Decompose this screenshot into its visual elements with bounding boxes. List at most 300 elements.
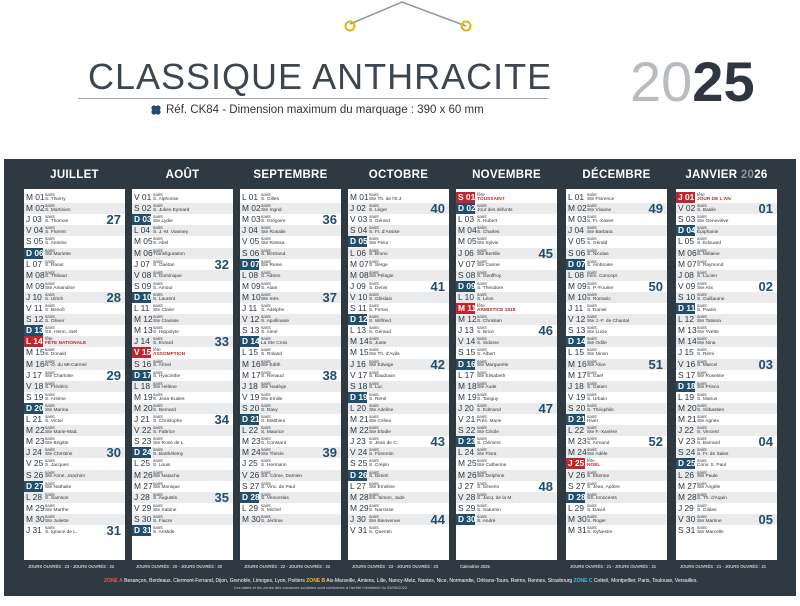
saint-name: S. Amour — [153, 285, 173, 291]
day-kind: saint — [153, 525, 163, 530]
saint-name: Ste Roseline — [697, 374, 725, 380]
saint-name: Ste Lucie — [587, 329, 608, 335]
day-kind: saint — [369, 469, 379, 475]
month-name — [566, 169, 667, 181]
day-label: M 03 — [242, 214, 261, 225]
day-kind: saint — [261, 258, 271, 264]
saint-name: S. Gildas — [697, 507, 717, 513]
month-name — [132, 169, 233, 181]
day-kind: saint — [45, 525, 55, 530]
saint-name: Ste Natacha — [153, 474, 180, 480]
week-number: 37 — [322, 289, 337, 305]
day-kind: saint — [45, 214, 55, 220]
day-row — [348, 248, 449, 259]
day-kind: saint — [261, 436, 271, 442]
saint-name: S. Basile — [697, 207, 716, 213]
working-days-footer: JOURS OUVRÉS : 23 - JOURS OUVRÉS : 22 — [28, 564, 115, 569]
week-number: 50 — [648, 278, 663, 294]
day-kind: saint — [45, 414, 55, 419]
day-kind: saint — [369, 447, 379, 453]
day-kind: saint — [697, 469, 707, 475]
day-row — [456, 436, 557, 447]
week-number: 40 — [430, 201, 445, 217]
day-kind: saint — [45, 369, 55, 375]
saint-name: Jour des défunts — [477, 207, 513, 213]
saint-name: Ste Nina — [697, 341, 716, 347]
saint-name: ASSOMPTION — [153, 352, 186, 358]
day-row — [456, 270, 557, 281]
day-kind: saint — [369, 369, 379, 375]
day-kind: saint — [153, 469, 163, 475]
day-label: M 16 — [26, 358, 45, 369]
day-kind: saint — [45, 402, 55, 408]
day-kind: saint — [45, 236, 55, 242]
day-row — [566, 458, 667, 469]
saint-name: S. Edouard — [697, 241, 722, 247]
day-row — [132, 214, 233, 225]
day-label: M 18 — [458, 380, 477, 391]
day-kind: saint — [261, 358, 271, 364]
day-row — [240, 392, 341, 403]
day-label: M 23 — [568, 436, 587, 447]
day-kind: saint — [153, 402, 163, 408]
day-label: D 14 — [242, 336, 260, 347]
day-kind: saint — [45, 203, 55, 209]
saint-name: Ste Rosalie — [261, 230, 286, 236]
day-kind: fête — [153, 347, 161, 353]
day-row — [24, 481, 125, 492]
day-label: J 13 — [458, 325, 474, 336]
day-kind: saint — [697, 414, 707, 419]
day-kind: saint — [477, 258, 487, 264]
day-label: D 16 — [458, 358, 476, 369]
calendar-panel — [4, 159, 796, 596]
day-label: M 16 — [242, 358, 261, 369]
day-kind: saint — [45, 280, 55, 286]
day-row — [24, 425, 125, 436]
saint-name: Ste Anne, Joachim — [45, 474, 85, 480]
day-label: M 25 — [458, 458, 477, 469]
week-number: 34 — [214, 412, 229, 427]
day-kind: saint — [369, 414, 379, 419]
saint-name: S. Thierry — [45, 196, 66, 202]
day-kind: saint — [369, 203, 379, 209]
day-kind: saint — [587, 525, 597, 530]
day-label: M 15 — [350, 347, 369, 358]
day-label: V 09 — [678, 280, 696, 291]
saint-name: Ste Delphine — [477, 474, 505, 480]
saint-name: S. René — [369, 396, 387, 402]
day-row — [676, 236, 777, 247]
day-row — [456, 225, 557, 236]
day-kind: saint — [369, 303, 379, 308]
saint-name: S. Paulin — [697, 307, 717, 313]
day-kind: saint — [477, 291, 487, 297]
day-label: M 27 — [678, 480, 697, 491]
day-kind: saint — [45, 258, 55, 264]
day-label: M 17 — [568, 369, 587, 380]
day-label: M 01 — [26, 192, 45, 202]
working-days-footer: Calendrier 2025 — [460, 564, 490, 569]
day-label: L 20 — [350, 402, 366, 413]
day-kind: saint — [369, 391, 379, 397]
saint-name: Ste Aude — [477, 385, 497, 391]
saint-name: Ste J.-F. de Chantal — [587, 318, 630, 324]
day-kind: saint — [697, 436, 707, 442]
day-label: V 19 — [568, 391, 586, 402]
saint-name: Ste Th. d'Avila — [369, 352, 400, 358]
day-kind: fête — [45, 336, 53, 342]
day-kind: saint — [697, 480, 707, 486]
day-row — [132, 359, 233, 370]
day-label: M 02 — [568, 203, 587, 214]
day-kind: saint — [477, 347, 487, 353]
month-card — [566, 189, 667, 560]
saint-name: S. Gaël — [587, 374, 603, 380]
day-label: S 01 — [458, 192, 476, 202]
saint-name: Ste Paule — [697, 474, 718, 480]
day-label: V 12 — [242, 314, 260, 325]
day-label: M 26 — [458, 469, 477, 480]
saint-name: S. Hyacinthe — [153, 374, 181, 380]
day-row — [24, 270, 125, 281]
day-label: M 19 — [458, 391, 477, 402]
saint-name: S. Fr. d'Assise — [369, 230, 400, 236]
day-label: V 02 — [678, 203, 696, 214]
day-kind: saint — [45, 192, 55, 197]
day-label: L 29 — [242, 502, 258, 513]
saint-name: S. Jacques — [45, 463, 69, 469]
day-label: L 29 — [568, 502, 584, 513]
day-kind: saint — [697, 269, 707, 275]
saint-name: S. Bruno — [369, 252, 388, 258]
day-kind: saint — [153, 369, 163, 375]
day-label: V 07 — [458, 258, 476, 269]
day-row — [132, 470, 233, 481]
day-label: V 08 — [134, 269, 152, 280]
zone-b-cities: Aix-Marseille, Amiens, Lille, Nancy-Metz, Nantes, Nice, Normandie, Orléans-Tours, Reims, Rennes, Strasbourg — [326, 578, 573, 584]
saint-name: S. Hippolyte — [153, 329, 179, 335]
day-row — [566, 248, 667, 259]
day-row — [348, 458, 449, 469]
day-label: M 08 — [350, 269, 369, 280]
month-label: SEPTEMBRE — [253, 169, 328, 181]
saint-name: Ste Agnès — [697, 418, 719, 424]
day-row — [566, 236, 667, 247]
day-label: V 01 — [134, 192, 152, 202]
day-kind: saint — [261, 458, 271, 464]
day-label: J 29 — [678, 502, 694, 513]
saint-name: S. Etienne — [587, 474, 610, 480]
day-kind: saint — [261, 247, 271, 253]
saint-name: S. Apollinaire — [261, 318, 289, 324]
week-number: 38 — [322, 367, 337, 383]
day-label: S 23 — [134, 436, 152, 447]
day-row — [24, 503, 125, 514]
day-kind: saint — [369, 525, 379, 530]
saint-name: S. Denis — [369, 285, 388, 291]
saint-name: S. Victor — [45, 418, 64, 424]
day-kind: saint — [587, 247, 597, 253]
day-kind: saint — [153, 192, 163, 197]
day-label: S 06 — [568, 247, 586, 258]
day-kind: saint — [45, 436, 55, 442]
day-row — [456, 281, 557, 292]
day-label: V 23 — [678, 436, 696, 447]
day-kind: saint — [477, 436, 487, 442]
day-label: J 02 — [350, 203, 366, 214]
day-label: V 14 — [458, 336, 476, 347]
saint-name: S. Grégoire — [261, 218, 286, 224]
saint-name: S. Constant — [261, 440, 287, 446]
saint-name: S. Jean de C. — [369, 440, 399, 446]
reference-text: Réf. CK84 - Dimension maximum du marquage : 390 x 60 mm — [166, 104, 484, 116]
day-label: M 29 — [26, 502, 45, 513]
saint-name: S. Théodore — [477, 285, 504, 291]
day-kind: saint — [477, 402, 487, 408]
day-label: M 15 — [26, 347, 45, 358]
day-label: S 29 — [458, 502, 476, 513]
saint-name: Ste Inès — [261, 296, 279, 302]
saint-name: SS. Simon, Jude — [369, 496, 405, 502]
saint-name: S. Geoffroy — [477, 274, 502, 280]
day-row — [676, 325, 777, 336]
day-label: J 11 — [242, 303, 258, 313]
saint-name: Ste Th. de l'E.J. — [369, 196, 403, 202]
day-kind: saint — [45, 347, 55, 353]
day-row — [240, 347, 341, 358]
day-label: S 27 — [242, 480, 260, 491]
week-number: 45 — [538, 245, 553, 261]
saint-name: S. Evrard — [153, 341, 173, 347]
saint-name: S. Olivier — [45, 318, 65, 324]
day-kind: saint — [261, 425, 271, 431]
day-row — [348, 470, 449, 481]
day-label: M 11 — [458, 303, 477, 313]
day-kind: saint — [261, 303, 271, 308]
day-label: S 24 — [678, 447, 696, 458]
day-label: S 15 — [458, 347, 476, 358]
day-kind: saint — [587, 236, 597, 242]
saint-name: S. Maurice — [261, 429, 284, 435]
day-label: D 26 — [350, 469, 368, 480]
day-label: M 14 — [678, 336, 697, 347]
day-kind: saint — [369, 480, 379, 486]
day-label: V 24 — [350, 447, 368, 458]
day-row — [132, 281, 233, 292]
day-row — [566, 392, 667, 403]
day-kind: saint — [697, 336, 707, 342]
day-kind: saint — [697, 314, 707, 320]
day-label: J 25 — [568, 458, 585, 469]
day-kind: saint — [261, 336, 271, 342]
day-label: S 09 — [134, 280, 152, 291]
day-label: M 12 — [458, 314, 477, 325]
day-label: V 10 — [350, 291, 368, 302]
day-label: D 23 — [458, 436, 476, 447]
saint-name: S. Urbain — [587, 396, 607, 402]
day-row — [132, 314, 233, 325]
month-card — [24, 189, 125, 560]
day-kind: saint — [153, 258, 163, 264]
day-row — [348, 336, 449, 347]
saint-name: Ste Claire — [153, 307, 175, 313]
saint-name: S. Marcel — [697, 363, 718, 369]
day-kind: saint — [153, 502, 163, 508]
day-label: M 27 — [134, 480, 153, 491]
day-row — [348, 492, 449, 503]
day-label: M 10 — [568, 291, 587, 302]
day-kind: saint — [45, 513, 55, 519]
day-kind: saint — [45, 502, 55, 508]
saint-name: Ste Flora — [477, 452, 497, 458]
day-row — [348, 314, 449, 325]
saint-name: Ste Hélène — [153, 385, 177, 391]
day-kind: saint — [477, 336, 487, 342]
saint-name: S. Ulrich — [45, 296, 64, 302]
saint-name: Ste Alix — [697, 285, 713, 291]
day-label: M 07 — [678, 258, 697, 269]
day-row — [348, 381, 449, 392]
day-kind: saint — [153, 325, 163, 331]
saint-name: Ste Viviane — [587, 207, 612, 213]
day-kind: saint — [153, 236, 163, 242]
day-label: J 20 — [458, 402, 474, 413]
saint-name: S. Armel — [153, 363, 172, 369]
saint-name: S. Gérald — [587, 241, 608, 247]
saint-name: Ste Elodie — [369, 429, 391, 435]
day-kind: saint — [261, 414, 271, 419]
day-kind: saint — [477, 369, 487, 375]
day-row — [456, 292, 557, 303]
day-label: D 04 — [678, 225, 696, 236]
day-row — [566, 492, 667, 503]
saint-name: S. Frédéric — [45, 385, 69, 391]
week-number: 03 — [758, 356, 773, 372]
day-label: J 01 — [678, 192, 695, 202]
day-label: S 20 — [242, 402, 260, 413]
day-label: J 25 — [242, 458, 258, 469]
day-label: J 21 — [134, 414, 150, 424]
saint-name: Ste Marina — [45, 407, 69, 413]
saint-name: Ste Tatiana — [697, 318, 721, 324]
day-kind: saint — [261, 347, 271, 353]
saint-name: Ste Prisca — [697, 385, 719, 391]
day-row — [676, 458, 777, 469]
saint-name: S. Jean-Eudes — [153, 396, 185, 402]
saint-name: TOUSSAINT — [477, 196, 505, 202]
day-row — [676, 303, 777, 314]
day-kind: saint — [697, 380, 707, 386]
day-row — [240, 248, 341, 259]
day-label: L 25 — [134, 458, 150, 469]
day-row — [240, 414, 341, 425]
saint-name: S. Donald — [45, 352, 67, 358]
saint-name: Ste Ingrid — [261, 207, 282, 213]
day-label: M 21 — [350, 414, 369, 424]
day-label: M 22 — [350, 425, 369, 436]
day-row — [566, 303, 667, 314]
day-label: L 01 — [242, 192, 258, 202]
day-label: M 30 — [26, 513, 45, 524]
day-kind: saint — [261, 513, 271, 519]
saint-name: S. Narcisse — [369, 507, 394, 513]
day-label: J 04 — [568, 225, 584, 236]
saint-name: Ste Monique — [153, 485, 180, 491]
day-kind: saint — [45, 480, 55, 486]
day-kind: saint — [369, 280, 379, 286]
day-row — [240, 503, 341, 514]
saint-name: S. Serge — [369, 263, 388, 269]
week-number: 51 — [648, 356, 663, 372]
day-row — [348, 403, 449, 414]
day-row — [566, 336, 667, 347]
day-label: J 10 — [26, 291, 42, 302]
day-kind: saint — [697, 369, 707, 375]
day-label: J 04 — [242, 225, 258, 236]
saint-name: S. Rémi — [697, 352, 715, 358]
day-label: D 27 — [26, 480, 44, 491]
day-kind: saint — [477, 414, 487, 419]
day-kind: saint — [587, 425, 597, 431]
saint-name: Hiver — [587, 418, 599, 424]
day-kind: saint — [697, 291, 707, 297]
day-label: M 23 — [26, 436, 45, 447]
day-label: M 09 — [568, 280, 587, 291]
day-kind: saint — [45, 291, 55, 297]
day-label: D 21 — [568, 414, 586, 424]
saint-name: Ste Marguerite — [477, 363, 509, 369]
day-label: D 10 — [134, 291, 152, 302]
working-days-footer: JOURS OUVRÉS : 21 - JOURS OUVRÉS : 21 — [570, 564, 657, 569]
saint-name: Ste Amandine — [45, 285, 75, 291]
week-number: 31 — [106, 523, 121, 538]
month-label: AOÛT — [165, 169, 200, 181]
day-kind: saint — [587, 214, 597, 220]
day-kind: fête — [477, 192, 485, 197]
day-kind: saint — [153, 425, 163, 431]
day-label: V 05 — [568, 236, 586, 247]
day-kind: saint — [369, 491, 379, 497]
day-kind: saint — [587, 358, 597, 364]
day-kind: saint — [153, 269, 163, 275]
day-row — [676, 314, 777, 325]
day-kind: saint — [477, 203, 487, 209]
saint-name: SS. Henri, Joël — [45, 329, 77, 335]
day-kind: saint — [369, 214, 379, 220]
day-label: D 20 — [26, 402, 44, 413]
day-kind: saint — [697, 214, 707, 220]
day-kind: saint — [261, 402, 271, 408]
day-row — [132, 447, 233, 458]
day-label: J 18 — [568, 380, 584, 391]
day-label: D 13 — [26, 325, 44, 336]
day-label: J 15 — [678, 347, 694, 358]
day-kind: saint — [587, 336, 597, 342]
month-card — [348, 189, 449, 560]
day-label: M 24 — [242, 447, 261, 458]
saint-name: S. Fabrice — [153, 429, 175, 435]
week-number: 29 — [106, 367, 121, 383]
saint-name: S. Th. d'Aquin — [697, 496, 727, 502]
day-label: M 05 — [458, 236, 477, 247]
day-kind: saint — [477, 447, 487, 453]
day-row — [566, 403, 667, 414]
day-label: D 24 — [134, 447, 152, 458]
day-kind: saint — [45, 380, 55, 386]
day-label: J 18 — [242, 380, 258, 391]
saint-name: S. Roland — [261, 352, 283, 358]
